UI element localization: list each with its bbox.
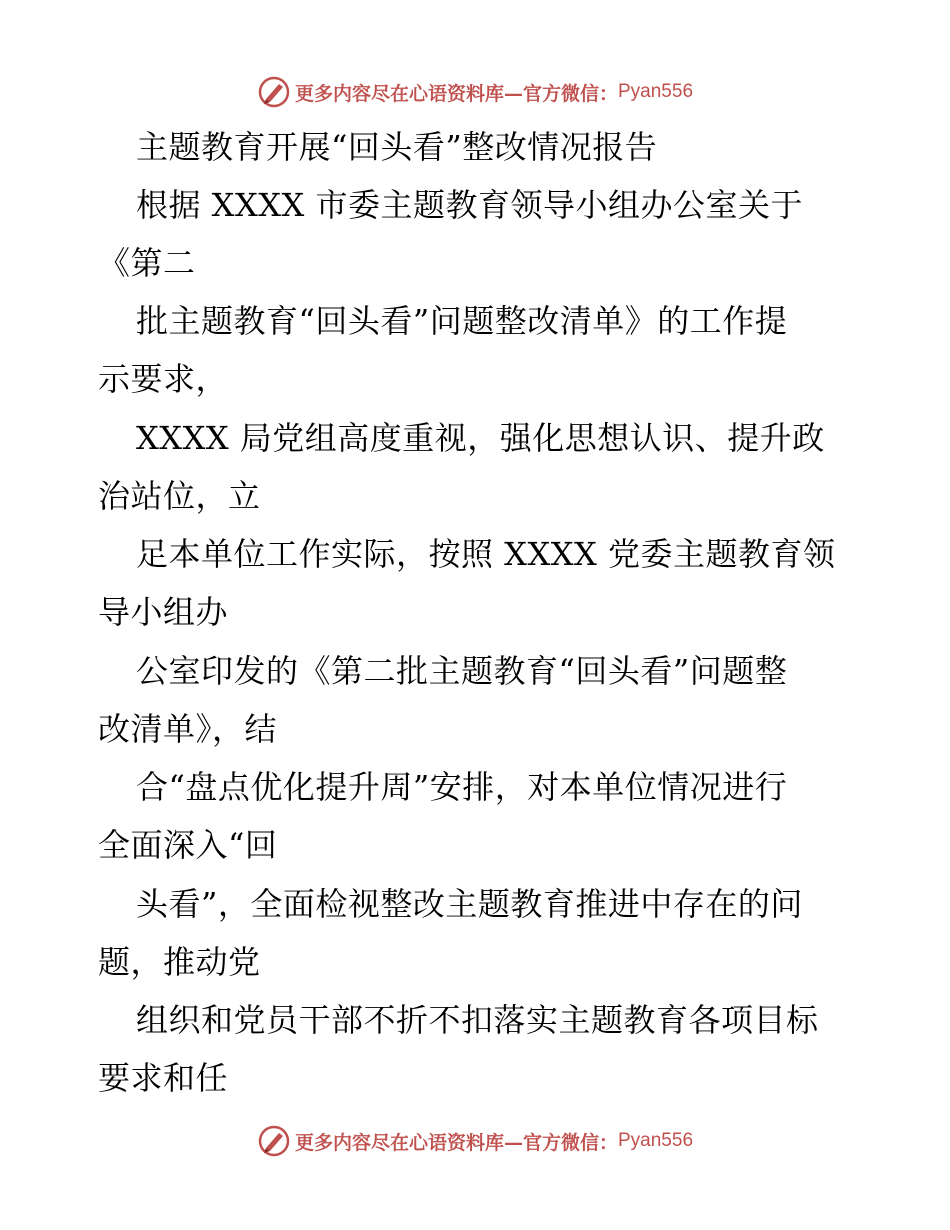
footer-wechat-id: Pyan556 <box>618 1130 694 1151</box>
paragraph-line: 组织和党员干部不折不扣落实主题教育各项目标 <box>136 1001 819 1039</box>
pen-logo-icon <box>257 1124 291 1158</box>
document-title: 主题教育开展“回头看”整改情况报告 <box>136 128 658 166</box>
paragraph-line: 要求和任 <box>98 1059 229 1097</box>
paragraph-line: 《第二 <box>98 244 196 282</box>
paragraph-line: 根据 XXXX 市委主题教育领导小组办公室关于 <box>136 186 803 224</box>
paragraph-line: 足本单位工作实际，按照 XXXX 党委主题教育领 <box>136 535 836 573</box>
header-banner <box>0 72 950 112</box>
paragraph-line: 改清单》，结 <box>98 710 278 748</box>
paragraph-line: XXXX 局党组高度重视，强化思想认识、提升政 <box>136 419 825 457</box>
paragraph-line: 合“盘点优化提升周”安排，对本单位情况进行 <box>136 768 788 806</box>
header-banner-text: 更多内容尽在心语资料库—官方微信： <box>294 82 618 105</box>
header-wechat-id: Pyan556 <box>618 81 694 102</box>
paragraph-line: 治站位，立 <box>98 477 261 515</box>
paragraph-line: 公室印发的《第二批主题教育“回头看”问题整 <box>136 652 788 690</box>
footer-banner <box>0 1121 950 1161</box>
paragraph-line: 导小组办 <box>98 593 229 631</box>
paragraph-line: 全面深入“回 <box>98 826 278 864</box>
paragraph-line: 头看”，全面检视整改主题教育推进中存在的问 <box>136 885 803 923</box>
paragraph-line: 批主题教育“回头看”问题整改清单》的工作提 <box>136 302 788 340</box>
footer-banner-text: 更多内容尽在心语资料库—官方微信： <box>294 1131 618 1154</box>
paragraph-line: 题，推动党 <box>98 943 261 981</box>
pen-logo-icon <box>257 75 291 109</box>
paragraph-line: 示要求， <box>98 360 229 398</box>
